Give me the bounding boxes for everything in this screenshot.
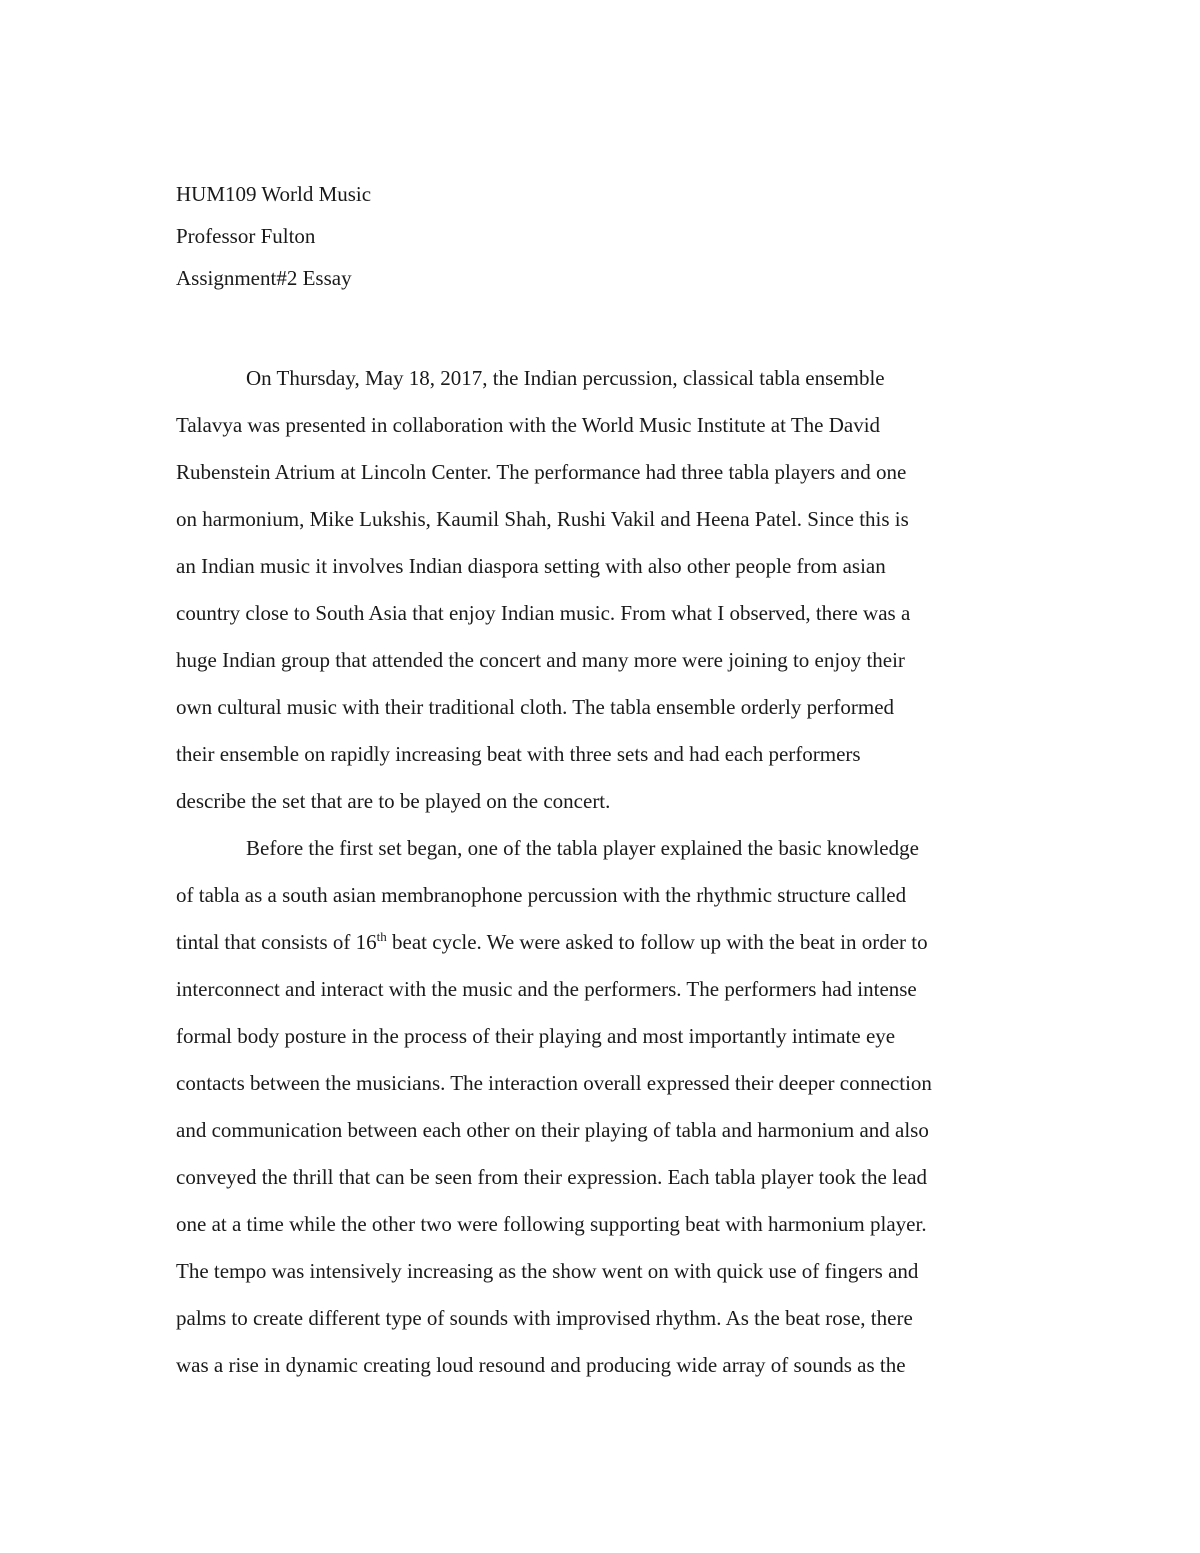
assignment-title: Assignment#2 Essay <box>176 266 352 290</box>
text-line: Talavya was presented in collaboration with the World Music Institute at The David <box>176 413 881 437</box>
text-line: The tempo was intensively increasing as the show went on with quick use of fingers and <box>176 1259 919 1283</box>
text-line: describe the set that are to be played on the concert. <box>176 789 611 813</box>
course-title: HUM109 World Music <box>176 182 372 206</box>
text-line: one at a time while the other two were following supporting beat with harmonium player. <box>176 1212 927 1236</box>
text-line: Rubenstein Atrium at Lincoln Center. The performance had three tabla players and one <box>176 460 907 484</box>
paragraph-1 <box>176 364 1036 834</box>
text-line: on harmonium, Mike Lukshis, Kaumil Shah, Rushi Vakil and Heena Patel. Since this is <box>176 507 909 531</box>
text-line: an Indian music it involves Indian diaspora setting with also other people from asian <box>176 554 886 578</box>
professor-name: Professor Fulton <box>176 224 316 248</box>
text-line: palms to create different type of sounds with improvised rhythm. As the beat rose, there <box>176 1306 913 1330</box>
essay-header <box>176 180 371 306</box>
ordinal-superscript: th <box>376 929 387 944</box>
text-line-with-superscript <box>176 928 1036 975</box>
paragraph-2 <box>176 834 1036 1398</box>
text-line: On Thursday, May 18, 2017, the Indian percussion, classical tabla ensemble <box>246 366 885 390</box>
text-line: was a rise in dynamic creating loud resound and producing wide array of sounds as the <box>176 1353 906 1377</box>
text-line: country close to South Asia that enjoy Indian music. From what I observed, there was a <box>176 601 911 625</box>
text-line: their ensemble on rapidly increasing beat with three sets and had each performers <box>176 742 861 766</box>
text-line: contacts between the musicians. The interaction overall expressed their deeper connection <box>176 1071 932 1095</box>
text-fragment: tintal that consists of 16 <box>176 930 377 954</box>
text-line: and communication between each other on their playing of tabla and harmonium and also <box>176 1118 929 1142</box>
text-fragment: beat cycle. We were asked to follow up with the beat in order to <box>386 930 928 954</box>
text-line: conveyed the thrill that can be seen from their expression. Each tabla player took the lead <box>176 1165 928 1189</box>
text-line: own cultural music with their traditional cloth. The tabla ensemble orderly performed <box>176 695 895 719</box>
text-line: of tabla as a south asian membranophone percussion with the rhythmic structure called <box>176 883 907 907</box>
text-line: Before the first set began, one of the tabla player explained the basic knowledge <box>246 836 919 860</box>
text-line: huge Indian group that attended the concert and many more were joining to enjoy their <box>176 648 905 672</box>
essay-body <box>176 364 1036 1398</box>
text-line: formal body posture in the process of their playing and most importantly intimate eye <box>176 1024 896 1048</box>
text-line: interconnect and interact with the music and the performers. The performers had intense <box>176 977 917 1001</box>
